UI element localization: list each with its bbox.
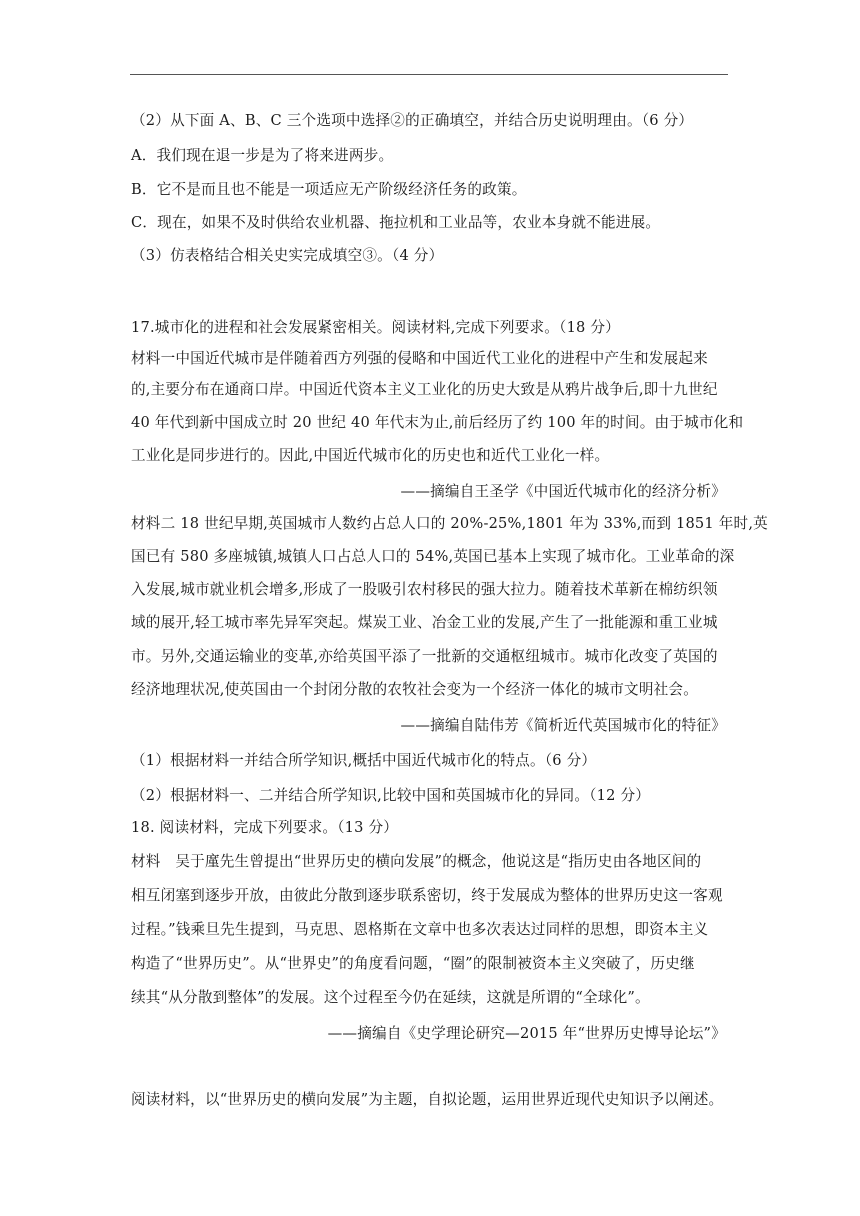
q17-material2-line: 入发展,城市就业机会增多,形成了一股吸引农村移民的强大拉力。随着技术革新在棉纺织领 — [131, 581, 718, 598]
q18-material-line: 材料 吴于廑先生曾提出“世界历史的横向发展”的概念，他说这是“指历史由各地区间的 — [131, 853, 702, 870]
q18-material-line: 构造了“世界历史”。从“世界史”的角度看问题，“圈”的限制被资本主义突破了，历史继 — [131, 955, 695, 972]
q17-material2-line: 域的展开,轻工城市率先异军突起。煤炭工业、冶金工业的发展,产生了一批能源和重工业城 — [131, 614, 718, 631]
q18-material-line: 过程。”钱乘旦先生提到，马克思、恩格斯在文章中也多次表达过同样的思想，即资本主义 — [131, 921, 709, 938]
q17-source1: ——摘编自王圣学《中国近代城市化的经济分析》 — [400, 483, 726, 500]
q16-option-b: B．它不是而且也不能是一项适应无产阶级经济任务的政策。 — [131, 181, 527, 198]
q18-material-line: 相互闭塞到逐步开放，由彼此分散到逐步联系密切，终于发展成为整体的世界历史这一客观 — [131, 887, 723, 904]
q17-source2: ——摘编自陆伟芳《简析近代英国城市化的特征》 — [400, 717, 726, 734]
q18-material-line: 续其“从分散到整体”的发展。这个过程至今仍在延续，这就是所谓的“全球化”。 — [131, 989, 650, 1006]
q17-material1-line: 的,主要分布在通商口岸。中国近代资本主义工业化的历史大致是从鸦片战争后,即十九世纪 — [131, 381, 718, 398]
q17-material2-line: 国已有 580 多座城镇,城镇人口占总人口的 54%,英国已基本上实现了城市化。工业革命的深 — [131, 548, 735, 565]
q18-heading: 18. 阅读材料，完成下列要求。（13 分） — [131, 819, 399, 836]
q17-material1-line: 40 年代到新中国成立时 20 世纪 40 年代末为止,前后经历了约 100 年的时间。由于城市化和 — [131, 414, 744, 431]
q17-heading: 17.城市化的进程和社会发展紧密相关。阅读材料,完成下列要求。（18 分） — [131, 319, 620, 336]
header-rule — [130, 74, 728, 75]
q16-option-a: A．我们现在退一步是为了将来进两步。 — [131, 147, 394, 164]
q18-source: ——摘编自《史学理论研究—2015 年“世界历史博导论坛”》 — [327, 1025, 726, 1042]
q18-task: 阅读材料，以“世界历史的横向发展”为主题，自拟论题，运用世界近现代史知识予以阐述。 — [131, 1091, 724, 1108]
q17-part2: （2）根据材料一、二并结合所学知识,比较中国和英国城市化的异同。（12 分） — [131, 787, 651, 804]
q16-part2: （2）从下面 A、B、C 三个选项中选择②的正确填空，并结合历史说明理由。（6 分） — [131, 112, 694, 129]
q16-option-c: C．现在，如果不及时供给农业机器、拖拉机和工业品等，农业本身就不能进展。 — [131, 214, 661, 231]
q17-material2-line: 市。另外,交通运输业的变革,亦给英国平添了一批新的交通枢纽城市。城市化改变了英国的 — [131, 648, 718, 665]
q16-part3: （3）仿表格结合相关史实完成填空③。（4 分） — [131, 247, 444, 264]
q17-material1-line: 工业化是同步进行的。因此,中国近代城市化的历史也和近代工业化一样。 — [131, 447, 610, 464]
q17-material2-line: 材料二 18 世纪早期,英国城市人数约占总人口的 20%-25%,1801 年为 33%,而到 1851 年时,英 — [131, 515, 768, 532]
q17-material2-line: 经济地理状况,使英国由一个封闭分散的农牧社会变为一个经济一体化的城市文明社会。 — [131, 681, 699, 698]
q17-material1-line: 材料一中国近代城市是伴随着西方列强的侵略和中国近代工业化的进程中产生和发展起来 — [131, 350, 708, 367]
q17-part1: （1）根据材料一并结合所学知识,概括中国近代城市化的特点。（6 分） — [131, 752, 597, 769]
